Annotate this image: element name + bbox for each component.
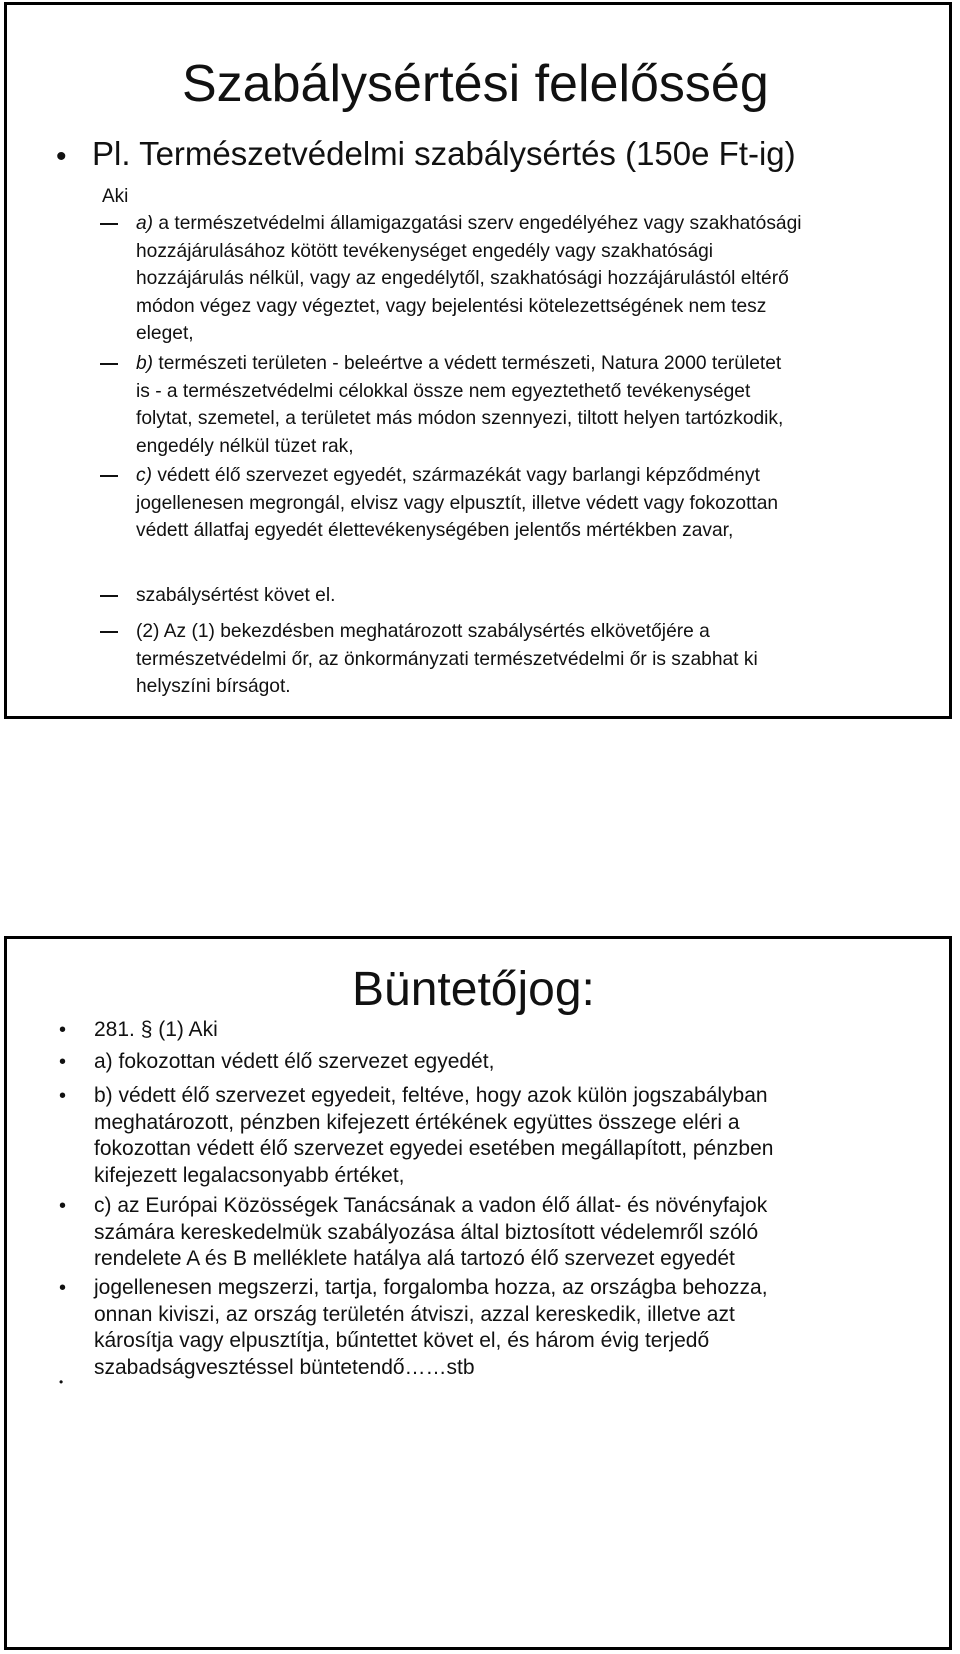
- penal-line: meghatározott, pénzben kifejezett értékének együttes összege eléri a: [94, 1110, 740, 1134]
- sub-item-c: [136, 462, 916, 545]
- penal-line: fokozottan védett élő szervezet egyedei esetében megállapított, pénzben: [94, 1137, 774, 1160]
- sub-item-e: [136, 618, 916, 701]
- dash-icon: [100, 631, 118, 633]
- main-bullet-text: Pl. Természetvédelmi szabálysértés (150e Ft-ig): [92, 135, 796, 172]
- sub-item-line: helyszíni bírságot.: [136, 676, 291, 697]
- penal-line: rendelete A és B melléklete hatálya alá tartozó élő szervezet egyedét: [94, 1247, 735, 1270]
- bullet-dot-icon: •: [59, 1085, 67, 1107]
- slide-1-title: Szabálysértési felelősség: [182, 55, 769, 113]
- sub-item-a: [136, 210, 916, 348]
- penal-bullet-5: [59, 1275, 924, 1381]
- sub-item-line: (2) Az (1) bekezdésben meghatározott szabálysértés elkövetőjére a: [136, 621, 710, 642]
- dash-icon: [100, 475, 118, 477]
- sub-item-line: védett állatfaj egyedét élettevékenységében jelentős mértékben zavar,: [136, 520, 734, 541]
- sub-item-line: engedély nélkül tüzet rak,: [136, 435, 354, 457]
- bullet-dot-icon: •: [56, 140, 67, 173]
- penal-line: c) az Európai Közösségek Tanácsának a vadon élő állat- és növényfajok: [94, 1194, 768, 1217]
- sub-item-line: is - a természetvédelmi célokkal össze nem egyeztethető tevékenységet: [136, 380, 751, 402]
- sub-item-line: szabálysértést követ el.: [136, 585, 336, 606]
- dash-icon: [100, 595, 118, 597]
- penal-line: jogellenesen megszerzi, tartja, forgalomba hozza, az országba behozza,: [94, 1276, 768, 1299]
- sub-item-line: hozzájárulásához kötött tevékenységet engedély vagy szakhatósági: [136, 240, 714, 262]
- penal-line: onnan kiviszi, az ország területén átviszi, azzal kereskedik, illetve azt: [94, 1302, 735, 1326]
- sub-item-line: b) természeti területen - beleértve a védett természeti, Natura 2000 területet: [136, 353, 782, 374]
- dash-icon: [100, 223, 118, 225]
- sub-item-line: eleget,: [136, 323, 194, 344]
- penal-line: kifejezett legalacsonyabb értéket,: [94, 1163, 405, 1187]
- penal-line: 281. § (1) Aki: [94, 1018, 218, 1041]
- sub-item-line: hozzájárulás nélkül, vagy az engedélytől, szakhatósági hozzájárulástól eltérő: [136, 268, 789, 289]
- penal-line: szabadságvesztéssel büntetendő……stb: [94, 1355, 475, 1379]
- penal-line: károsítja vagy elpusztítja, bűntettet követ el, és három évig terjedő: [94, 1329, 710, 1352]
- penal-bullet-2: [59, 1049, 924, 1076]
- penal-line: a) fokozottan védett élő szervezet egyedét,: [94, 1050, 495, 1073]
- sub-item-line: jogellenesen megrongál, elvisz vagy elpusztít, illetve védett vagy fokozottan: [136, 492, 779, 514]
- penal-bullet-1: [59, 1017, 924, 1044]
- empty-bullet-icon: •: [59, 1375, 64, 1389]
- sub-item-line: a) a természetvédelmi államigazgatási szerv engedélyéhez vagy szakhatósági: [136, 213, 802, 234]
- penal-line: b) védett élő szervezet egyedeit, feltéve, hogy azok külön jogszabályban: [94, 1084, 768, 1107]
- sub-item-line: c) védett élő szervezet egyedét, származékát vagy barlangi képződményt: [136, 465, 760, 486]
- sub-item-d: [136, 582, 916, 610]
- bullet-dot-icon: •: [59, 1051, 67, 1073]
- slide-2-title: Büntetőjog:: [352, 963, 595, 1016]
- penal-bullet-4: [59, 1193, 924, 1273]
- bullet-dot-icon: •: [59, 1277, 67, 1299]
- penal-bullet-3: [59, 1083, 924, 1189]
- bullet-dot-icon: •: [59, 1019, 67, 1041]
- aki-label: Aki: [102, 186, 129, 207]
- sub-item-label: c): [136, 465, 152, 486]
- sub-item-label: a): [136, 213, 154, 234]
- sub-item-line: módon végez vagy végeztet, vagy bejelentési kötelezettségének nem tesz: [136, 295, 767, 317]
- sub-item-line: folytat, szemetel, a területet más módon szennyezi, tiltott helyen tartózkodik,: [136, 408, 784, 429]
- sub-item-label: b): [136, 353, 154, 374]
- dash-icon: [100, 363, 118, 365]
- sub-item-b: [136, 350, 916, 460]
- penal-line: számára kereskedelmük szabályozása által biztosított védelemről szóló: [94, 1220, 759, 1244]
- sub-item-line: természetvédelmi őr, az önkormányzati természetvédelmi őr is szabhat ki: [136, 648, 758, 670]
- bullet-dot-icon: •: [59, 1195, 67, 1217]
